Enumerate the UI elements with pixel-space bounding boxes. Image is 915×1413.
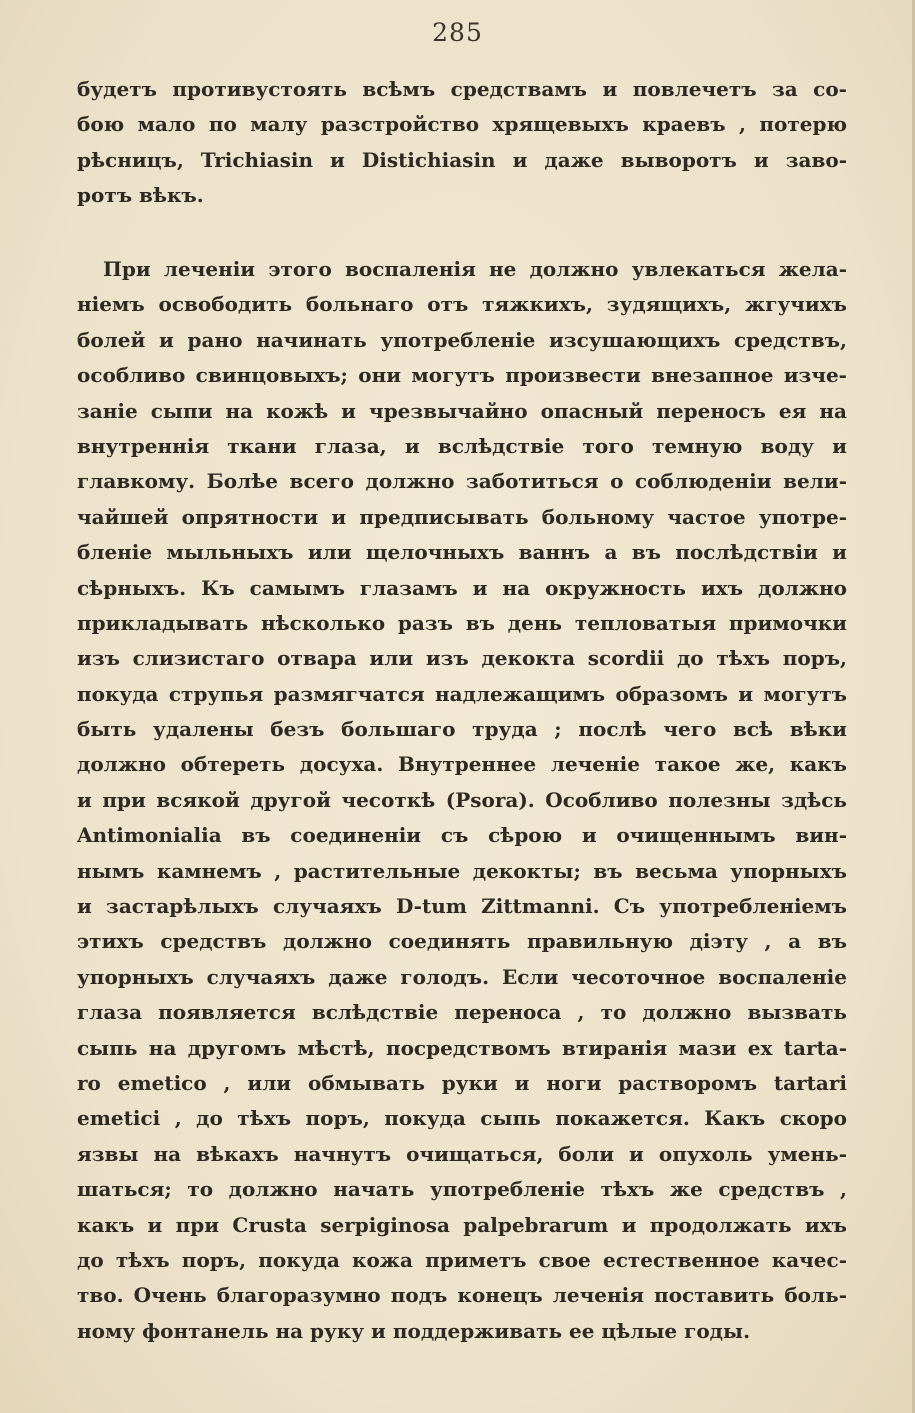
- text-line: ro emetico , или обмывать руки и ноги растворомъ tartari: [77, 1070, 847, 1095]
- text-line: шаться; то должно начать употребленіе тѣхъ же средствъ ,: [77, 1177, 847, 1202]
- text-line: быть удалены безъ большаго труда ; послѣ чего всѣ вѣки: [77, 717, 847, 742]
- text-line: до тѣхъ поръ, покуда кожа приметъ свое естественное качес-: [77, 1247, 847, 1272]
- text-line: Antimonialia въ соединеніи съ сѣрою и очищеннымъ вин-: [77, 823, 847, 848]
- text-line: внутреннія ткани глаза, и вслѣдствіе того темную воду и: [77, 433, 847, 458]
- page-number: 285: [432, 18, 483, 47]
- text-line: изъ слизистаго отвара или изъ декокта scordii до тѣхъ поръ,: [77, 646, 847, 671]
- text-line: сѣрныхъ. Къ самымъ глазамъ и на окружность ихъ должно: [77, 575, 847, 600]
- text-line: особливо свинцовыхъ; они могутъ произвести внезапное изче-: [77, 363, 847, 388]
- text-line: ніемъ освободить больнаго отъ тяжкихъ, зудящихъ, жгучихъ: [77, 292, 847, 317]
- text-line: и при всякой другой чесоткѣ (Psora). Особливо полезны здѣсь: [77, 787, 847, 812]
- text-line: должно обтереть досуха. Внутреннее леченіе такое же, какъ: [77, 752, 847, 777]
- text-line: прикладывать нѣсколько разъ въ день тепловатыя примочки: [77, 610, 847, 635]
- text-line: главкому. Болѣе всего должно заботиться о соблюденіи вели-: [77, 469, 847, 494]
- text-line: язвы на вѣкахъ начнутъ очищаться, боли и опухоль умень-: [77, 1141, 847, 1166]
- text-line: сыпь на другомъ мѣстѣ, посредствомъ втиранія мази ex tarta-: [77, 1035, 847, 1060]
- text-line: чайшей опрятности и предписывать больному частое употре-: [77, 504, 847, 529]
- text-line: какъ и при Crusta serpiginosa palpebrarum и продолжать ихъ: [77, 1212, 847, 1237]
- text-line: ротъ вѣкъ.: [77, 183, 204, 208]
- text-line: тво. Очень благоразумно подъ конецъ леченія поставить боль-: [77, 1283, 847, 1308]
- text-line: При леченіи этого воспаленія не должно увлекаться жела-: [103, 257, 847, 281]
- text-line: ному фонтанель на руку и поддерживать ее цѣлые годы.: [77, 1318, 751, 1343]
- text-line: бленіе мыльныхъ или щелочныхъ ваннъ а въ послѣдствіи и: [77, 540, 847, 565]
- text-line: болей и рано начинать употребленіе изсушающихъ средствъ,: [77, 327, 847, 352]
- paragraph-2: [77, 252, 847, 1349]
- text-line: emetici , до тѣхъ поръ, покуда сыпь покажется. Какъ скоро: [77, 1106, 847, 1131]
- text-line: глаза появляется вслѣдствіе переноса , то должно вызвать: [77, 1000, 847, 1025]
- text-line: рѣсницъ, Trichiasin и Distichiasin и даже выворотъ и заво-: [77, 147, 847, 172]
- text-line: упорныхъ случаяхъ даже голодъ. Если чесоточное воспаленіе: [77, 964, 847, 989]
- text-line: будетъ противустоять всѣмъ средствамъ и повлечетъ за со-: [77, 77, 847, 101]
- text-line: и застарѣлыхъ случаяхъ D-tum Zittmanni. Съ употребленіемъ: [77, 894, 847, 919]
- text-line: покуда струпья размягчатся надлежащимъ образомъ и могутъ: [77, 681, 847, 706]
- text-line: нымъ камнемъ , растительные декокты; въ весьма упорныхъ: [77, 858, 847, 883]
- text-line: заніе сыпи на кожѣ и чрезвычайно опасный переносъ ея на: [77, 398, 847, 423]
- text-line: этихъ средствъ должно соединять правильную діэту , а въ: [77, 929, 847, 954]
- text-line: бою мало по малу разстройство хрящевыхъ краевъ , потерю: [77, 112, 847, 137]
- paragraph-1: [77, 72, 847, 214]
